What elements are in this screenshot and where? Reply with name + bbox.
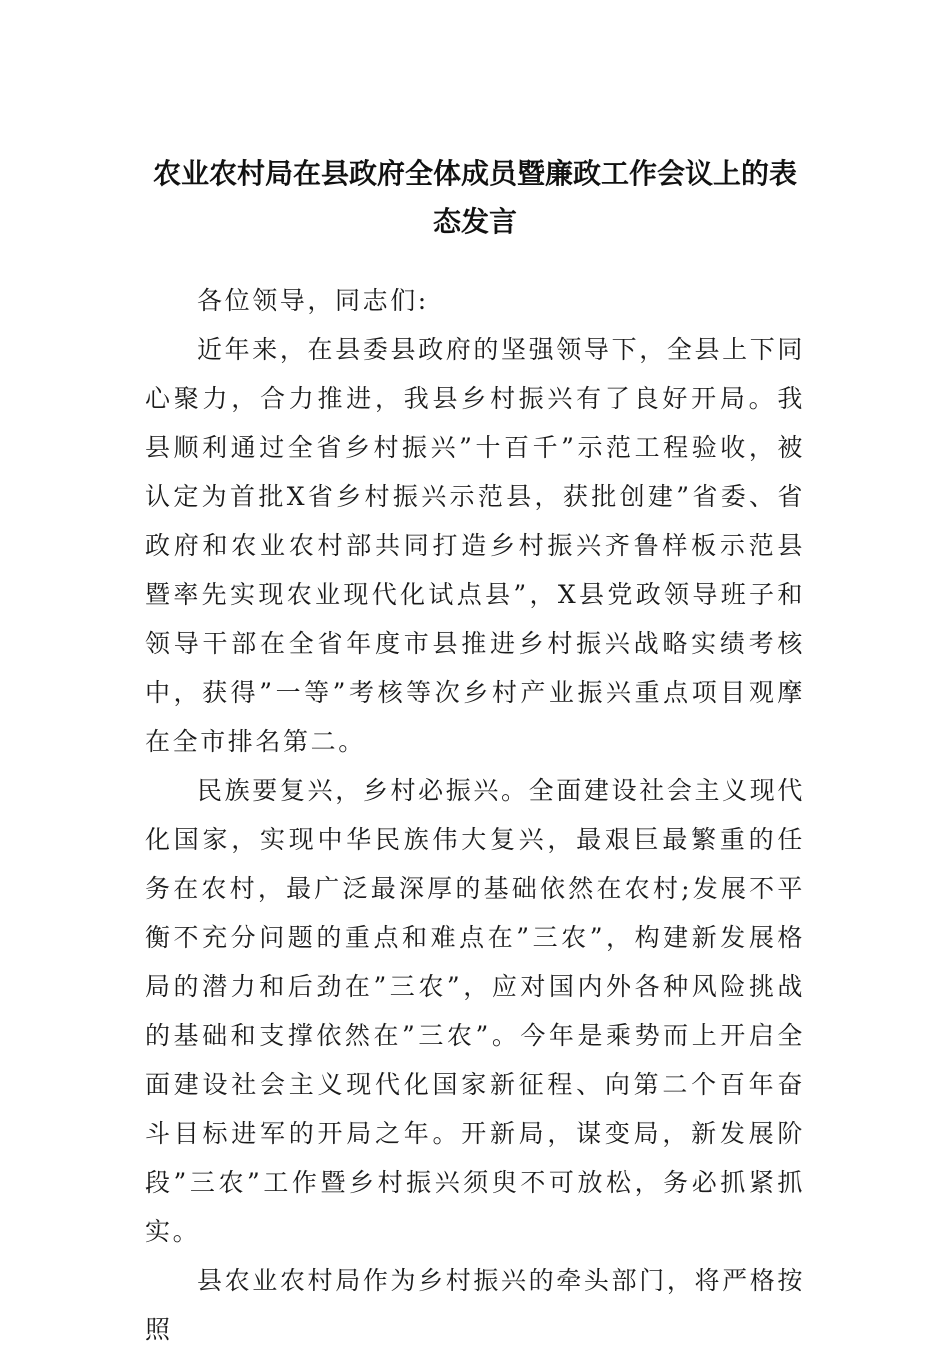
paragraph: 民族要复兴，乡村必振兴。全面建设社会主义现代化国家，实现中华民族伟大复兴，最艰巨最繁重的任务在农村，最广泛最深厚的基础依然在农村;发展不平衡不充分问题的重点和难点在”三农”，构建新发展格局的潜力和后劲在”三农”，应对国内外各种风险挑战的基础和支撑依然在”三农”。今年是乘势而上开启全面建设社会主义现代化国家新征程、向第二个百年奋斗目标进军的开局之年。开新局，谋变局，新发展阶段”三农”工作暨乡村振兴须臾不可放松，务必抓紧抓实。 (145, 776, 805, 1246)
paragraph: 近年来，在县委县政府的坚强领导下，全县上下同心聚力，合力推进，我县乡村振兴有了良好开局。我县顺利通过全省乡村振兴”十百千”示范工程验收，被认定为首批X省乡村振兴示范县，获批创建”省委、省政府和农业农村部共同打造乡村振兴齐鲁样板示范县暨率先实现农业现代化试点县”，X县党政领导班子和领导干部在全省年度市县推进乡村振兴战略实绩考核中，获得”一等”考核等次乡村产业振兴重点项目观摩在全市排名第二。 (145, 335, 805, 756)
greeting: 各位领导，同志们: (197, 286, 429, 315)
document-body (145, 276, 805, 1354)
paragraph: 县农业农村局作为乡村振兴的牵头部门，将严格按照 (145, 1266, 805, 1344)
document-title: 农业农村局在县政府全体成员暨廉政工作会议上的表态发言 (152, 157, 797, 238)
